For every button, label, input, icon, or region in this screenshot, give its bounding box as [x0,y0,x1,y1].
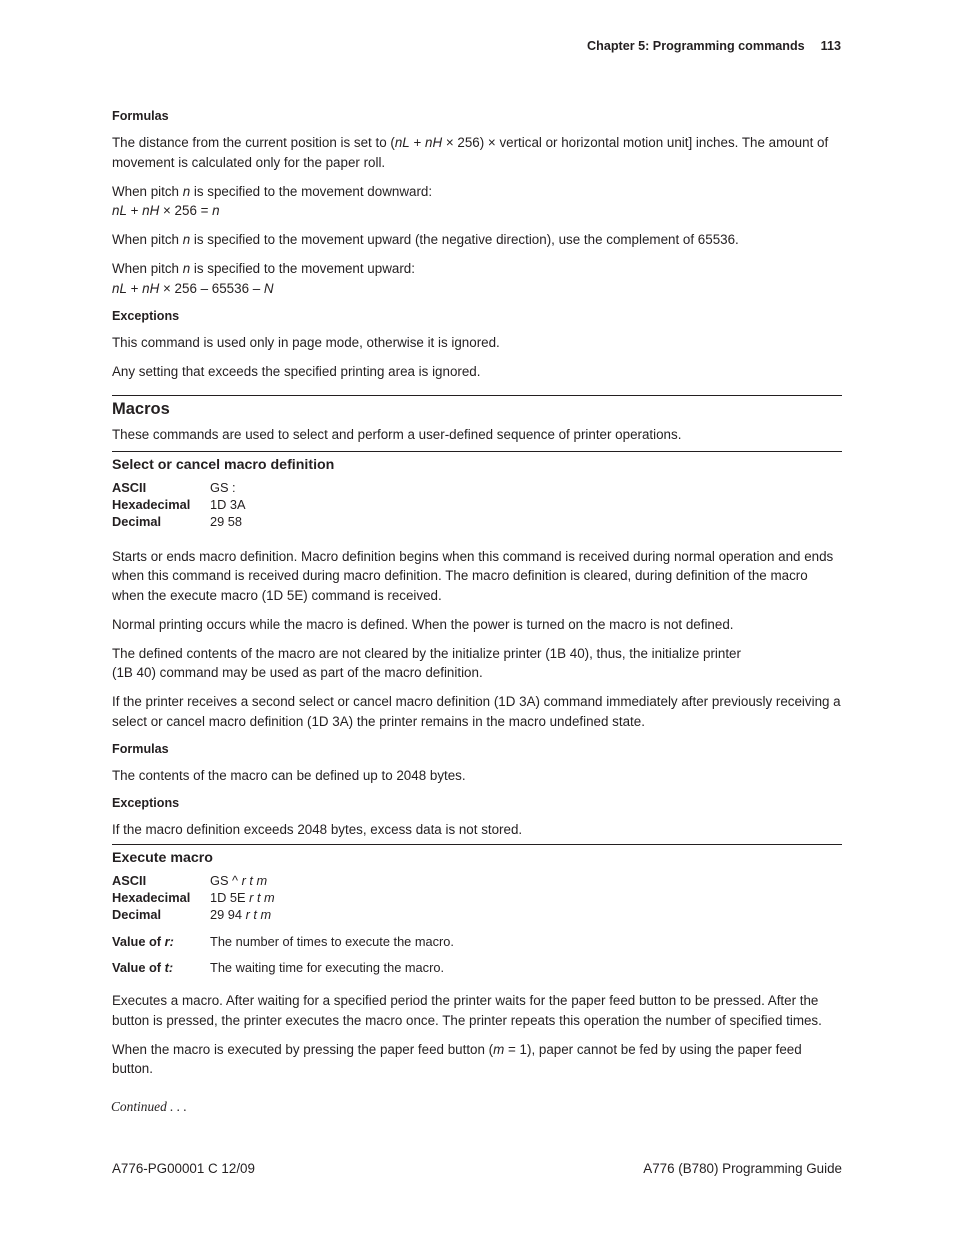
code-row [112,906,275,923]
value-description: The waiting time for executing the macro. [210,960,445,975]
value-row [112,959,454,985]
value-row [112,933,454,959]
body-paragraph: Starts or ends macro definition. Macro definition begins when this command is received during normal operation and ends when this command is received during macro definition. The macro definition is cleared, during definition of the macro when the execute macro (1D 5E) command is received. [112,548,834,603]
code-label: Decimal [112,907,162,922]
code-row [112,496,246,513]
exceptions-paragraph: This command is used only in page mode, otherwise it is ignored. [112,334,500,350]
running-header [587,39,841,53]
select-macro-command [112,451,842,840]
code-row [112,872,275,889]
section-intro: These commands are used to select and perform a user-defined sequence of printer operations. [112,427,682,442]
command-codes-table [112,479,246,530]
body-paragraph: When the macro is executed by pressing the paper feed button (m = 1), paper cannot be fed by using the paper feed button. [112,1041,802,1076]
code-value: 1D 3A [210,496,246,512]
page-number: 113 [820,39,841,53]
page-content [112,108,842,1088]
body-paragraph: Normal printing occurs while the macro is defined. When the power is turned on the macro is not defined. [112,616,734,632]
formulas-paragraph: The contents of the macro can be defined up to 2048 bytes. [112,767,466,783]
formula-paragraph-distance: The distance from the current position is set to (nL + nH × 256) × vertical or horizontal motion unit] inches. The amount of movement is calculated only for the paper roll. [112,135,829,170]
command-codes-table [112,872,275,923]
body-paragraph: The defined contents of the macro are not cleared by the initialize printer (1B 40), thus, the initialize printer (1B 40) command may be used as part of the macro definition. [112,645,741,680]
command-title: Select or cancel macro definition [112,456,335,473]
code-row [112,479,246,496]
code-value: 29 58 [210,513,243,529]
exceptions-paragraph: Any setting that exceeds the specified printing area is ignored. [112,363,481,379]
exceptions-paragraph: If the macro definition exceeds 2048 bytes, excess data is not stored. [112,821,523,837]
formula-paragraph-downward: When pitch n is specified to the movement downward: nL + nH × 256 = n [112,183,433,218]
macros-section [112,395,842,445]
code-value: GS : [210,479,236,495]
document-number: A776-PG00001 C 12/09 [112,1161,255,1176]
code-label: Hexadecimal [112,496,191,512]
formulas-heading: Formulas [112,741,169,756]
code-row [112,889,275,906]
body-paragraph: Executes a macro. After waiting for a specified period the printer waits for the paper feed button to be pressed. After the button is pressed, the printer executes the macro once. The printer repeats this operation the number of specified times. [112,993,822,1028]
parameter-values-table [112,933,454,985]
command-title: Execute macro [112,850,213,866]
guide-title: A776 (B780) Programming Guide [643,1161,842,1176]
formulas-heading: Formulas [112,109,169,123]
continued-note: Continued . . . [111,1099,187,1114]
formula-paragraph-negative: When pitch n is specified to the movement upward (the negative direction), use the complement of 65536. [112,232,739,247]
code-label: Decimal [112,513,162,529]
code-label: Hexadecimal [112,890,191,905]
section-title: Macros [112,400,170,418]
execute-macro-command [112,844,842,1079]
code-value: 1D 5E r t m [210,890,275,905]
code-value: 29 94 r t m [210,907,272,922]
code-label: ASCII [112,873,147,888]
value-label: Value of t: [112,960,174,975]
code-value: GS ^ r t m [210,873,268,888]
body-paragraph: If the printer receives a second select or cancel macro definition (1D 3A) command immediately after previously receiving a select or cancel macro definition (1D 3A) the printer remains in the macro undefined state. [112,694,841,729]
formula-paragraph-upward: When pitch n is specified to the movement upward: nL + nH × 256 – 65536 – N [112,261,415,296]
value-description: The number of times to execute the macro. [210,934,454,949]
exceptions-heading: Exceptions [112,308,180,323]
code-label: ASCII [112,479,147,495]
exceptions-heading: Exceptions [112,795,180,810]
value-label: Value of r: [112,934,174,949]
code-row [112,513,246,530]
chapter-title: Chapter 5: Programming commands [587,39,805,53]
